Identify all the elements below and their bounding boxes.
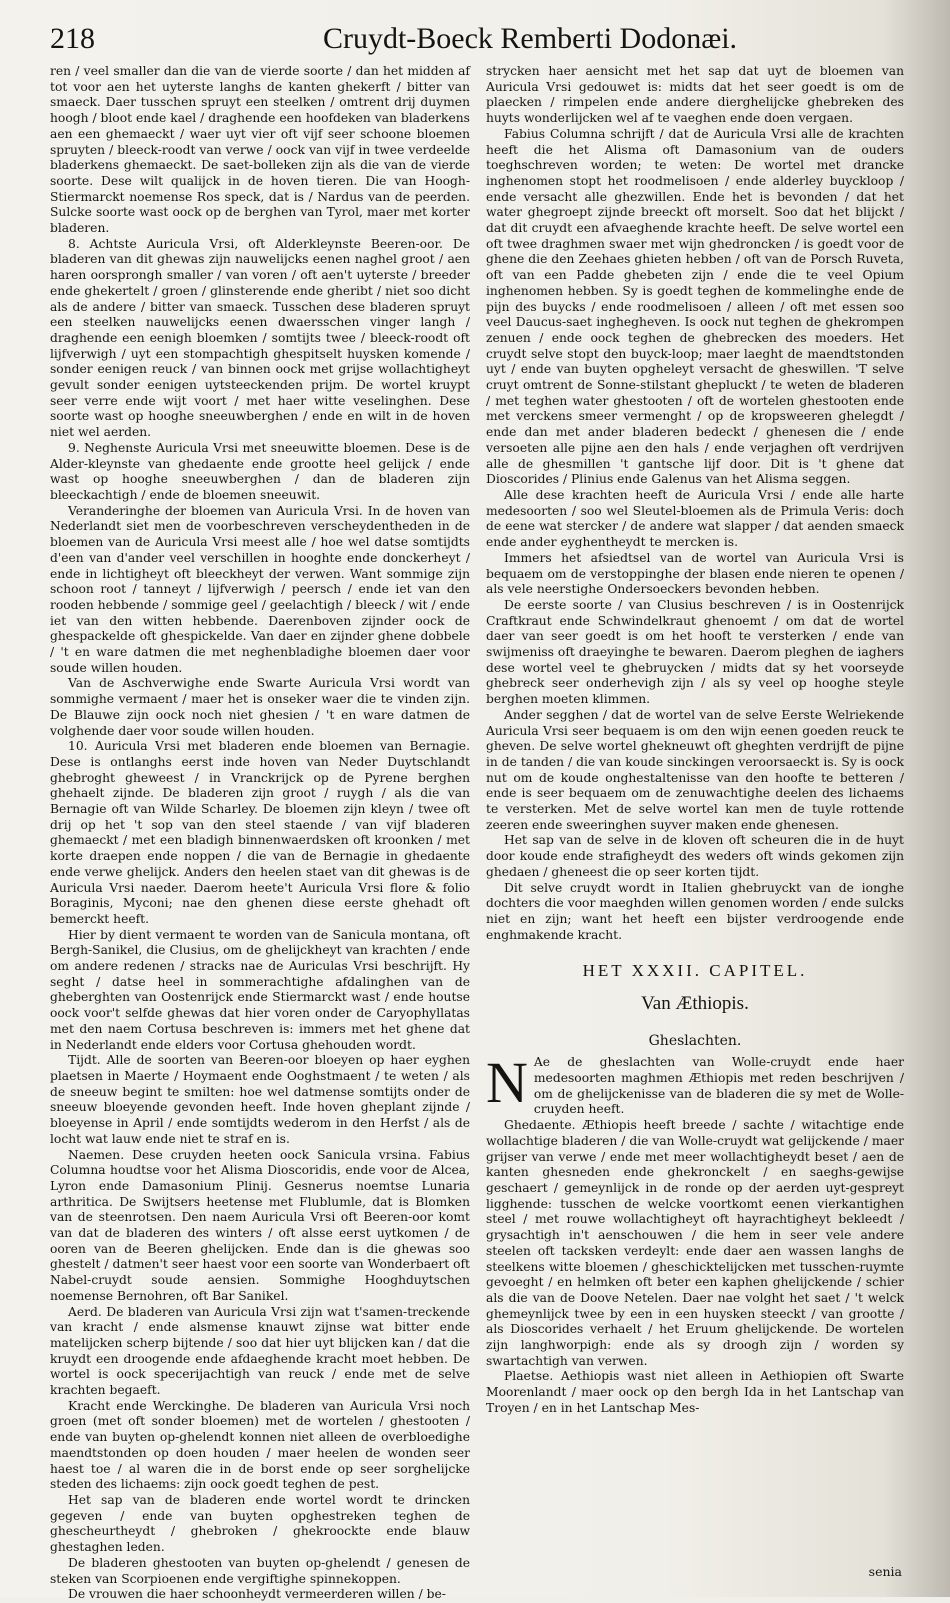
catchword: senia <box>868 1564 902 1579</box>
left-column <box>50 64 470 1602</box>
paragraph: Tijdt. Alle de soorten van Beeren-oor bloeyen op haer eyghen plaetsen in Maerte / Hoymaent ende Ooghstmaent / te weten / als de sneeuw begint te smilten: hoe wel datmense somtijts onder de sneeuw bloeyende gevonden heeft. Inde hoven gheplant zijnde / bloeyense in April / ende somtijdts wederom in den Herfst / als de locht wat lauw ende niet te straf en is. <box>50 1053 470 1146</box>
intro-text: Ae de gheslachten van Wolle-cruydt ende haer medesoorten maghmen Æthiopis met reden beschrijven / om de ghelijckenisse van de bladeren die sy met de Wolle-cruyden heeft. <box>533 1055 904 1117</box>
paragraph: strycken haer aensicht met het sap dat uyt de bloemen van Auricula Vrsi gedouwet is: midts dat het seer goedt is om de plaecken / rimpelen ende andere dierghelijcke ghebreken des huyts wonderlijcken wel af te vaeghen ende doen vergaen. <box>486 64 904 126</box>
intro-paragraph <box>486 1050 904 1118</box>
running-title: Cruydt-Boeck Remberti Dodonæi. <box>322 22 738 55</box>
paragraph: Veranderinghe der bloemen van Auricula Vrsi. In de hoven van Nederlandt siet men de voorbeschreven verscheydentheden in de bloemen van de Auricula Vrsi meest alle / hoe wel datse somtijdts d'een van d'ander veel verschillen in hooghte ende donckerheyt / ende in lichtigheyt oft bleeckheyt der verwen. Want sommige zijn schoon root / tanneyt / lijfverwigh / peersch / ende iet van den rooden hebbende / sommige geel / geelachtigh / bleeck / wit / ende iet van den witten hebbende. Daerenboven zijnder oock de ghespackelde oft ghespickelde. Van daer en zijnder ghene dobbele / 't en ware datmen die met neghenbladighe bloemen daer voor soude willen houden. <box>50 503 470 675</box>
paragraph: Van de Aschverwighe ende Swarte Auricula Vrsi wordt van sommighe vermaent / maer het is onseker waer die te vinden zijn. De Blauwe zijn oock noch niet ghesien / 't en ware datmen de volghende daer voor soude willen houden. <box>50 676 470 738</box>
page-number: 218 <box>50 22 95 55</box>
paragraph: Ander segghen / dat de wortel van de selve Eerste Welriekende Auricula Vrsi seer bequaem is om den wijn eenen goeden reuck te gheven. De selve wortel ghekneuwt oft gheghten verdrijft de pijne in de tanden / die van koude sinckingen veroorsaeckt is. Sy is oock nut om de koude onghestaltenisse van den hoofte te betteren / ende is seer bequaem om de zenuwachtighe deelen des lichaems te versterken. Met de selve wortel kan men de tuyle rottende zeeren ende sweeringhen suyver maken ende ghenesen. <box>486 707 904 832</box>
paragraph: De bladeren ghestooten van buyten op-ghelendt / genesen de steken van Scorpioenen ende vergiftighe spinnekoppen. <box>50 1555 470 1586</box>
paragraph: Plaetse. Aethiopis wast niet alleen in Aethiopien oft Swarte Moorenlandt / maer oock op den bergh Ida in het Lantschap van Troyen / en in het Lantschap Mes- <box>486 1369 904 1415</box>
paragraph: Hier by dient vermaent te worden van de Sanicula montana, oft Bergh-Sanikel, die Clusius, om de ghelijckheyt van krachten / ende om andere redenen / stracks nae de Auriculas Vrsi beschrijft. Hy seght / datse heel in sommerachtighe afdalinghen van de gheberghten van Oostenrijck ende Stiermarckt wast / ende houtse oock voor't selfde ghewas dat hier voren onder de Caryophyllatas met den naem Cortusa beschreven is: immers met het ghene dat in Nederlandt ende elders voor Cortusa ghehouden wordt. <box>50 927 470 1052</box>
paragraph: Alle dese krachten heeft de Auricula Vrsi / ende alle harte medesoorten / soo wel Sleutel-bloemen als de Primula Veris: doch de eene wat stercker / de andere wat slapper / dat aenden smaeck ende ander eyghentheydt te mercken is. <box>486 487 904 550</box>
paragraph: Dit selve cruydt wordt in Italien ghebruyckt van de ionghe dochters die voor maeghden willen genomen worden / ende sulcks niet en zijn; want het heeft een bijster verdroogende ende enghmakende kracht. <box>486 880 904 942</box>
paragraph: De eerste soorte / van Clusius beschreven / is in Oostenrijck Craftkraut ende Schwindelkraut ghenoemt / om dat de wortel daer van seer goedt is om het hooft te versterken / ende van swijmeniss oft draeyinghe te bewaren. Daerom pleghen de iaghers dese wortel veel te ghebruycken / midts dat sy het voorseyde ghebreck seer onderhevigh zijn / als sy veel op hooghe steyle berghen moeten klimmen. <box>486 597 904 707</box>
paragraph: 10. Auricula Vrsi met bladeren ende bloemen van Bernagie. Dese is ontlanghs eerst inde hoven van Neder Duytschlandt ghebroght gheweest / in Vranckrijck op de Pyrene berghen ghehaelt zijnde. De bladeren zijn groot / ruygh / als die van Bernagie oft van Wilde Scharley. De bloemen zijn kleyn / twee oft drij op het 't sop van den steel staende / van vijf bladeren ghemaeckt / met een bladigh binnenwaerdsken oft kroonken / met korte draepen ende noppen / die van de Bernagie in ghedaente ende verwe ghelijck. Anders den heelen staet van dit ghewas is de Auricula Vrsi naeder. Daerom heete't Auricula Vrsi flore & folio Boraginis, Myconi; nae den ghenen diese eerste ghehadt oft bemerckt heeft. <box>50 739 470 926</box>
paragraph: Het sap van de bladeren ende wortel wordt te drincken gegeven / ende van buyten opghestreken teghen de ghescheurtheydt / ghebroken / ghekroockte ende blauw ghestaghen leden. <box>50 1492 470 1555</box>
chapter-subject: Van Æthiopis. <box>641 993 749 1015</box>
paragraph: Immers het afsiedtsel van de wortel van Auricula Vrsi is bequaem om de verstoppinghe der blasen ende nieren te openen / als vele neerstighe Ondersoeckers bevonden hebben. <box>486 550 904 597</box>
paragraph: Naemen. Dese cruyden heeten oock Sanicula vrsina. Fabius Columna houdtse voor het Alisma Dioscoridis, ende voor de Alcea, Lyron ende Damasonium Plinij. Gesnerus noemtse Lunaria arthritica. De Swijtsers heetense met Flublumle, dat is Blomken van de steenrotsen. Den naem Auricula Vrsi oft Beeren-oor komt van dat de bladeren des winters / oft alsse eerst uytkomen / de ooren van de Beeren ghelijcken. Ende dan is die ghewas soo ghestelt / datmen't seer haest voor een soorte van Wonderbaert oft Nabel-cruydt soude aensien. Sommighe Hooghduytschen noemense Bernohren, oft Bar Sanikel. <box>50 1147 470 1303</box>
paragraph: Fabius Columna schrijft / dat de Auricula Vrsi alle de krachten heeft die het Alisma oft Damasonium van de ouders toeghschreven worden; te weten: De wortel met drancke inghenomen stopt het roodmelisoen / ende alderley buyckloop / ende versacht alle ghezwillen. Ende het is bevonden / dat het water ghegroept zijnde breeckt oft morselt. Soo dat het blijckt / dat dit cruydt een afvaeghende krachte heeft. De selve wortel een oft twee draghmen swaer met wijn ghedroncken / is goedt voor de ghene die den Zeehaes ghieten hebben / oft van de Porsch Ruveta, oft van een Padde ghebeten zijn / ende die te veel Opium inghenomen hebben. Sy is goedt teghen de kommelinghe ende de pijn des buycks / ende roodmelisoen / alleen / oft met essen soo veel Daucus-saet inghegheven. Is oock nut teghen de ghekrompen zenuen / ende oock teghen de ghebrecken des moeders. Het cruydt selve stopt den buyck-loop; maer laeght de maendtstonden uyt / ende van buyten opgheleyt versacht de gheswillen. 'T selve cruyt omtrent de Sonne-stilstant ghepluckt / te weten de bladeren / met teghen water ghestooten / oft de wortelen ghestooten ende met verckens smeer vermenght / op de kropsweeren ghelegdt / ende dan met ander bladeren bedeckt / ghenesen die / ende versoeten alle pijne aen den hals / ende verjaghen oft verdrijven alle de ghesmillen 't gantsche lijf door. Dit is 't ghene dat Dioscorides / Plinius ende Galenus van het Alisma seggen. <box>486 126 904 487</box>
paragraph: De vrouwen die haer schoonheydt vermeerderen willen / be- <box>68 1587 446 1602</box>
paragraph: Het sap van de selve in de kloven oft scheuren die in de huyt door koude ende strafigheydt des weders oft winds gekomen zijn ghedaen / gheneest die op seer korten tijdt. <box>486 833 904 879</box>
paragraph: Ghedaente. Æthiopis heeft breede / sachte / witachtige ende wollachtige bladeren / die van Wolle-cruydt wat gelijckende / maer grijser van verwe / ende met meer wollachtigheydt beset / aen de kanten ghesneden ende ghekronckelt / en saeghs-gewijse geschaert / gemeynlijck in de ronde op der aerden uyt-gespreyt ligghende: tusschen de welcke voortkomt eenen vierkantighen steel / met rouwe wollachtigheyt oft hayrachtigheyt bekleedt / grysachtigh in't aenschouwen / die hem in seer vele andere steelen oft tacksken verdeylt: ende daer aen wassen langhs de steelkens witte bloemen / gheschicktelijcken met tusschen-ruymte gevoeght / en helmken oft beter een kaphen ghelijckende / schier als die van de Doove Netelen. Daer nae volght het saet / 't welck ghemeynlijck twee by een in een huysken steeckt / van grootte / als Dioscorides verhaelt / het Eruum ghelijckende. De wortelen zijn langhworpigh: ende als sy droogh zijn / worden sy swartachtigh van verwen. <box>486 1118 904 1368</box>
page-header <box>50 18 920 64</box>
paragraph: 9. Neghenste Auricula Vrsi met sneeuwitte bloemen. Dese is de Alder-kleynste van ghedaente ende grootte heel gelijck / ende wast op hooghe sneeuwberghen / dan de bladeren zijn bleeckachtigh / ende de bloemen sneeuwit. <box>50 440 470 502</box>
section-title: Gheslachten. <box>648 1033 742 1050</box>
drop-capital: N <box>486 1050 528 1116</box>
paragraph: Aerd. De bladeren van Auricula Vrsi zijn wat t'samen-treckende van kracht / ende alsmense knauwt zijnse wat bitter ende matelijcken scherp bijtende / soo dat hier uyt blijcken kan / dat die kruydt een droogende ende afdaeghende kracht moet hebben. De wortel is oock specerijachtigh van reuck / ende met de selve krachten begaeft. <box>50 1304 470 1398</box>
paragraph: Kracht ende Werckinghe. De bladeren van Auricula Vrsi noch groen (met oft sonder bloemen) met de wortelen / ghestooten / ende van buyten op-ghelendt konnen niet alleen de overbloedighe maendtstonden op doen houden / maer heelen de wonden seer haest toe / al waren die in de borst ende op seer sorghelijcke steden des lichaems: zijn oock goedt teghen de pest. <box>50 1398 470 1492</box>
paragraph: ren / veel smaller dan die van de vierde soorte / dan het midden af tot voor aen het uyterste langhs de kanten ghekerft / bitter van smaeck. Daer tusschen spruyt een steelken / omtrent drij duymen hoogh / bloot ende kael / draghende een hoofdeken van bladerkens aen een ghemaeckt / waer uyt vier oft vijf seer schoone bloemen spruyten / bleeck-roodt van verwe / oock van vijf in twee verdeelde bladerkens ghemaeckt. De saet-bolleken zijn als die van de vierde soorte. Dese wilt qualijck in de hoven tieren. Die van Hoogh-Stiermarckt noemense Ros speck, dat is / Nardus van de peerden. Sulcke soorte wast oock op de berghen van Tyrol, maer met korter bladeren. <box>50 64 470 236</box>
right-column <box>486 64 904 1557</box>
paragraph: 8. Achtste Auricula Vrsi, oft Alderkleynste Beeren-oor. De bladeren van dit ghewas zijn nauwelijcks eenen naghel groot / aen haren oorsprongh smaller / van voren / oft aen't uyterste / breeder ende ghekertelt / groen / glinsterende ende gheribt / niet soo dicht als de andere / bitter van smaeck. Tusschen dese bladeren spruyt een steelken nauwelijcks eenen dwaersschen vinger langh / draghende een eenigh bloemken / somtijts twee / bleeck-roodt oft lijfverwigh / uyt een stompachtigh ghespitselt huysken komende / sonder eenigen reuck / van binnen oock met grijse wollachtigheyt gevult sonder eenigen uytsteeckenden prijm. De wortel kruypt seer verre ende wijt voort / met haer witte veselinghen. Dese soorte wast op hooghe sneeuwberghen / ende en wilt in de hoven niet wel aerden. <box>50 236 470 440</box>
chapter-title: HET XXXII. CAPITEL. <box>582 961 808 981</box>
